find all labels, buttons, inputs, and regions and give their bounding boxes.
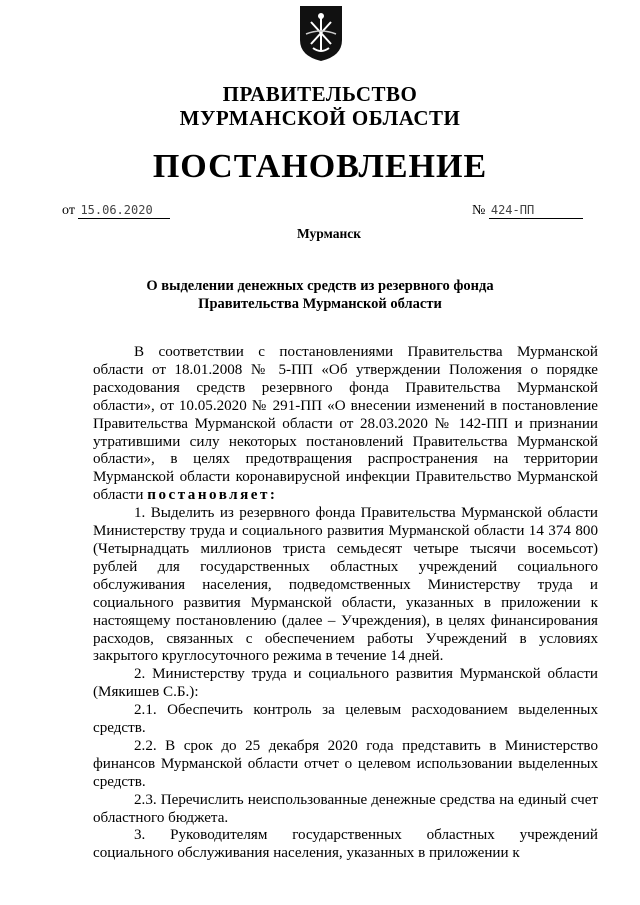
number-line bbox=[472, 203, 583, 219]
preamble-paragraph: В соответствии с постановлениями Правительства Мурманской области от 18.01.2008 № 5-ПП «Об утверждении Положения о порядке расходования средств резервного фонда Правительства Мурманской области», от 10.05.2020 № 291-ПП «О внесении изменений в постановление Правительства Мурманской области от 28.03.2020 № 142-ПП и признании утратившими силу некоторых постановлений Правительства Мурманской области», в целях предотвращения распространения на территории Мурманской области коронавирусной инфекции Правительство Мурманской области постановляет: bbox=[93, 344, 598, 504]
item-2-3-paragraph: 2.3. Перечислить неиспользованные денежные средства на единый счет областного бюджета. bbox=[93, 791, 598, 826]
item-3-paragraph: 3. Руководителям государственных областных учреждений социального обслуживания населения, указанных в приложении к bbox=[93, 827, 598, 862]
decree-word: постановляет: bbox=[147, 487, 278, 504]
number-value: 424-ПП bbox=[490, 203, 535, 217]
number-prefix: № bbox=[472, 203, 486, 218]
date-value: 15.06.2020 bbox=[80, 203, 153, 217]
government-title-line2: МУРМАНСКОЙ ОБЛАСТИ bbox=[179, 106, 461, 130]
item-2-paragraph: 2. Министерству труда и социального развития Мурманской области (Мякишев С.Б.): bbox=[93, 666, 598, 701]
document-type-heading: ПОСТАНОВЛЕНИЕ bbox=[152, 148, 488, 185]
coat-of-arms-icon bbox=[298, 4, 344, 62]
subject-line2: Правительства Мурманской области bbox=[198, 296, 442, 312]
item-1-paragraph: 1. Выделить из резервного фонда Правительства Мурманской области Министерству труда и социального развития Мурманской области 14 374 800 (Четырнадцать миллионов триста семьдесят четыре тысячи восемьсот) рублей для государственных областных учреждений социального обслуживания населения, подведомственных Министерству труда и социального развития Мурманской области, указанных в приложении к настоящему постановлению (далее – Учреждения), в целях финансирования расходов, связанных с обеспечением работы Учреждений в условиях закрытого круглосуточного режима в течение 14 дней. bbox=[93, 505, 598, 665]
government-title-line1: ПРАВИТЕЛЬСТВО bbox=[222, 82, 418, 106]
document-body bbox=[93, 344, 598, 863]
subject-line1: О выделении денежных средств из резервного фонда bbox=[146, 278, 494, 294]
item-2-1-paragraph: 2.1. Обеспечить контроль за целевым расходованием выделенных средств. bbox=[93, 702, 598, 737]
date-line bbox=[62, 203, 170, 219]
city-label: Мурманск bbox=[296, 226, 362, 241]
item-2-2-paragraph: 2.2. В срок до 25 декабря 2020 года представить в Министерство финансов Мурманской области отчет о целевом использовании выделенных средств. bbox=[93, 737, 598, 790]
date-prefix: от bbox=[62, 203, 75, 218]
